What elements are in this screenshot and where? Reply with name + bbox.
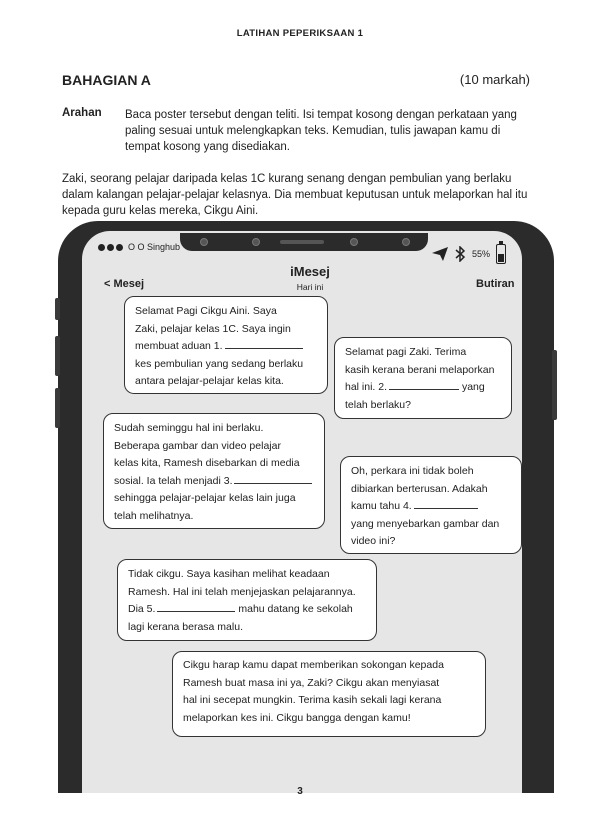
message-bubble-sent bbox=[103, 413, 325, 529]
message-bubble-sent bbox=[124, 296, 328, 394]
signal-dot-icon bbox=[98, 244, 105, 251]
answer-blank[interactable] bbox=[225, 339, 303, 349]
section-title: BAHAGIAN A bbox=[62, 72, 151, 88]
intro-line: dalam kalangan pelajar-pelajar kelasnya. Dia membuat keputusan untuk melaporkan hal itu bbox=[62, 189, 528, 201]
signal-dot-icon bbox=[116, 244, 123, 251]
message-line: antara pelajar-pelajar kelas kita. bbox=[135, 375, 284, 387]
instructions-label: Arahan bbox=[62, 107, 102, 119]
signal-indicator bbox=[98, 242, 180, 252]
camera-icon bbox=[402, 238, 410, 246]
instructions-line: Baca poster tersebut dengan teliti. Isi tempat kosong dengan perkataan yang bbox=[125, 109, 517, 121]
message-line: Selamat pagi Zaki. Terima bbox=[345, 346, 467, 358]
message-bubble-received bbox=[172, 651, 486, 737]
answer-blank[interactable] bbox=[414, 499, 478, 509]
chat-date: Hari ini bbox=[296, 282, 324, 292]
answer-blank[interactable] bbox=[157, 602, 235, 612]
instructions-line: tempat kosong yang disediakan. bbox=[125, 141, 290, 153]
details-button[interactable]: Butiran bbox=[476, 278, 515, 290]
message-line: melaporkan kes ini. Cikgu bangga dengan kamu! bbox=[183, 711, 411, 724]
message-line: Ramesh. Hal ini telah menjejaskan pelajarannya. bbox=[128, 585, 356, 598]
message-bubble-received bbox=[334, 337, 512, 419]
message-bubble-received bbox=[340, 456, 522, 554]
message-line: sosial. Ia telah menjadi 3. bbox=[114, 473, 314, 491]
speaker-icon bbox=[280, 240, 324, 244]
message-line: Sudah seminggu hal ini berlaku. bbox=[114, 422, 264, 434]
battery-level bbox=[498, 254, 504, 262]
message-line: Ramesh buat masa ini ya, Zaki? Cikgu akan menyiasat bbox=[183, 676, 440, 689]
intro-line: Zaki, seorang pelajar daripada kelas 1C kurang senang dengan pembulian yang berlaku bbox=[62, 173, 512, 185]
message-line: kes pembulian yang sedang berlaku bbox=[135, 357, 304, 370]
bluetooth-icon bbox=[454, 246, 466, 262]
page-header: LATIHAN PEPERIKSAAN 1 bbox=[236, 28, 364, 39]
message-line: hal ini secepat mungkin. Terima kasih sekali lagi kerana bbox=[183, 694, 442, 706]
phone-side-button bbox=[552, 350, 557, 420]
answer-blank[interactable] bbox=[389, 380, 459, 390]
section-marks: (10 markah) bbox=[459, 72, 530, 87]
phone-side-button bbox=[55, 298, 60, 320]
message-line: sehingga pelajar-pelajar kelas lain juga bbox=[114, 492, 296, 504]
send-icon bbox=[432, 247, 448, 261]
sensor-icon bbox=[252, 238, 260, 246]
sensor-icon bbox=[350, 238, 358, 246]
carrier-name: O O Singhub bbox=[128, 242, 181, 252]
message-line: yang menyebarkan gambar dan bbox=[351, 517, 500, 530]
message-line: hal ini. 2. yang bbox=[345, 381, 485, 393]
intro-paragraph bbox=[62, 171, 532, 219]
message-line: Dia 5. mahu datang ke sekolah bbox=[128, 603, 353, 615]
message-line: telah berlaku? bbox=[345, 398, 411, 411]
message-bubble-sent bbox=[117, 559, 377, 641]
battery-icon bbox=[496, 244, 506, 264]
message-line: Beberapa gambar dan video pelajar bbox=[114, 439, 281, 452]
status-icons bbox=[432, 244, 506, 264]
message-line: membuat aduan 1. bbox=[135, 338, 317, 356]
message-line: telah melihatnya. bbox=[114, 509, 194, 522]
answer-blank[interactable] bbox=[234, 474, 312, 484]
signal-dot-icon bbox=[107, 244, 114, 251]
message-line: Cikgu harap kamu dapat memberikan sokongan kepada bbox=[183, 659, 444, 671]
message-line: kelas kita, Ramesh disebarkan di media bbox=[114, 457, 300, 469]
intro-line: kepada guru kelas mereka, Cikgu Aini. bbox=[62, 205, 259, 217]
message-line: Selamat Pagi Cikgu Aini. Saya bbox=[135, 305, 277, 317]
phone-side-button bbox=[55, 336, 60, 376]
message-line: video ini? bbox=[351, 535, 396, 547]
message-line: Oh, perkara ini tidak boleh bbox=[351, 465, 474, 477]
phone-notch bbox=[180, 233, 428, 251]
instructions-text bbox=[125, 107, 525, 155]
instructions-line: paling sesuai untuk melengkapkan teks. Kemudian, tulis jawapan kamu di bbox=[125, 125, 501, 137]
back-button[interactable]: < Mesej bbox=[104, 278, 145, 290]
battery-percent: 55% bbox=[472, 249, 491, 259]
phone-side-button bbox=[55, 388, 60, 428]
message-line: lagi kerana berasa malu. bbox=[128, 620, 243, 633]
message-line: dibiarkan berterusan. Adakah bbox=[351, 482, 488, 495]
message-line: kasih kerana berani melaporkan bbox=[345, 363, 495, 376]
camera-icon bbox=[200, 238, 208, 246]
message-line: Tidak cikgu. Saya kasihan melihat keadaan bbox=[128, 568, 330, 580]
message-line: Zaki, pelajar kelas 1C. Saya ingin bbox=[135, 322, 291, 335]
page-number: 3 bbox=[297, 786, 303, 797]
message-line: kamu tahu 4. bbox=[351, 498, 511, 516]
chat-title: iMesej bbox=[290, 264, 330, 279]
